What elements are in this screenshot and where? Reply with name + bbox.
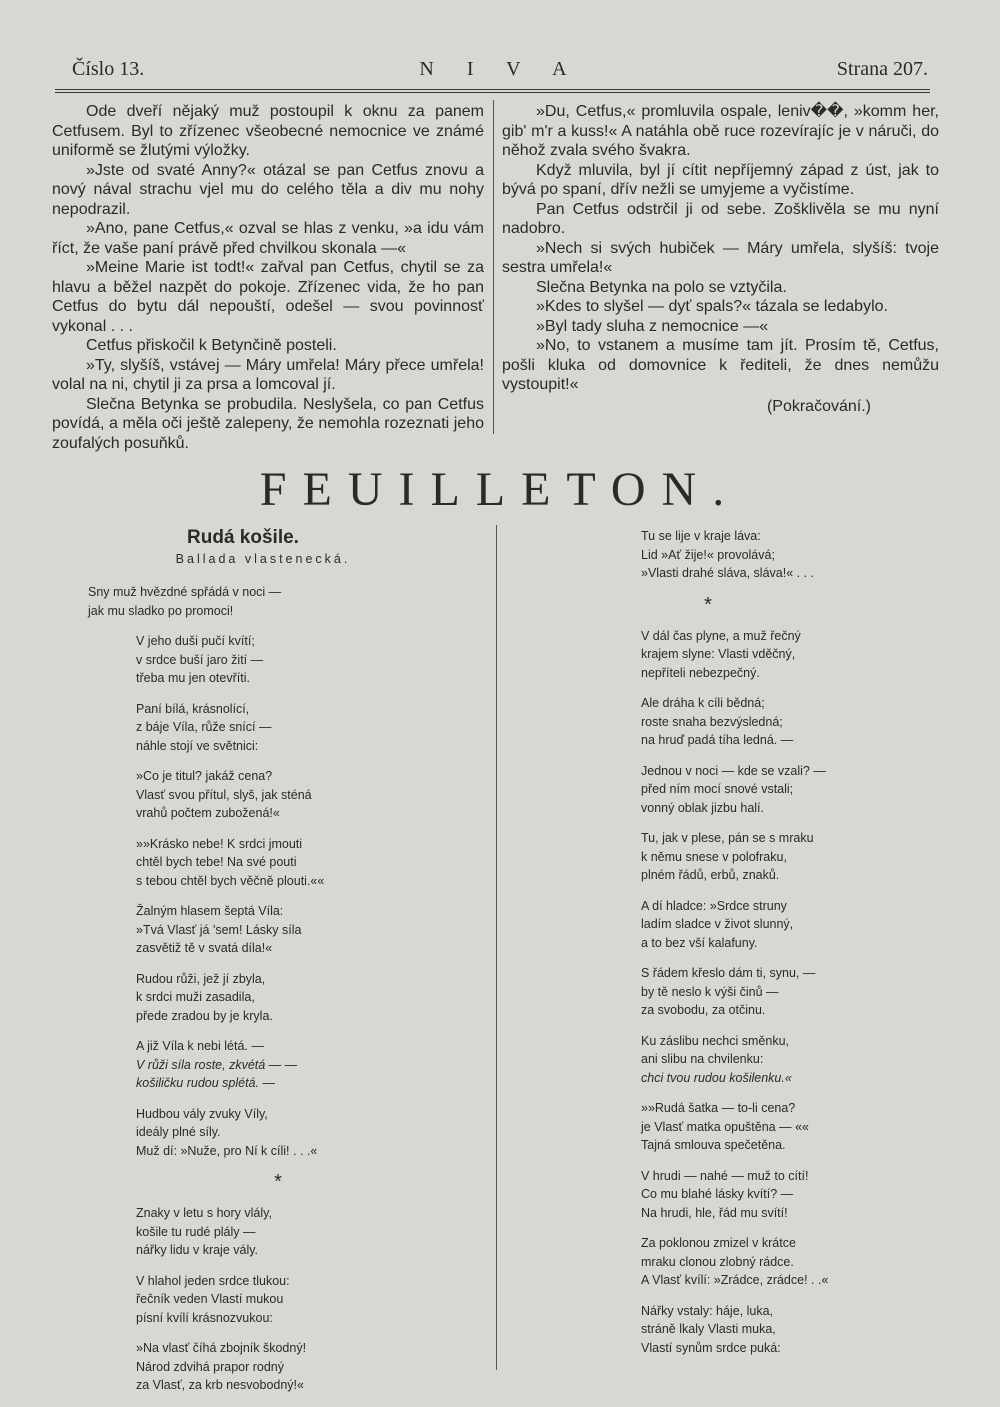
- poem-line: V hlahol jeden srdce tlukou:: [136, 1273, 290, 1288]
- poem-line: košile tu rudé plály —: [136, 1224, 256, 1239]
- poem-line: řečník veden Vlastí mukou: [136, 1292, 284, 1306]
- poem-line: S řádem křeslo dám ti, synu, —: [641, 966, 816, 980]
- poem-stanza: [593, 527, 953, 583]
- poem-stanza: [88, 1037, 488, 1093]
- issue-number: Číslo 13.: [72, 58, 145, 80]
- poem-line: vrahů počtem zubožená!«: [136, 806, 280, 820]
- poem-stanza: [593, 1302, 953, 1358]
- poem-title: Rudá košile.: [187, 527, 299, 548]
- poem-line: Za poklonou zmizel v krátce: [641, 1236, 796, 1250]
- poem-line: ani slibu na chvilenku:: [641, 1052, 764, 1066]
- poem-line: »Vlasti drahé sláva, sláva!« . . .: [641, 566, 815, 580]
- poem-column-left: [88, 527, 488, 1407]
- poem-line: V růži síla roste, zkvétá — —: [136, 1057, 298, 1072]
- poem-line: Žalným hlasem šeptá Víla:: [136, 904, 284, 918]
- story-paragraph: »Jste od svaté Anny?« otázal se pan Cetfus znovu a nový nával strachu vjel mu do celého těla a div mu nohy nepodrazil.: [52, 161, 484, 218]
- story-column-right: [502, 102, 939, 416]
- poem-line: Hudbou vály zvuky Víly,: [136, 1106, 268, 1121]
- page-number: Strana 207.: [836, 58, 928, 80]
- poem-stanza: [593, 1234, 953, 1290]
- poem-line: Lid »Ať žije!« provolává;: [641, 547, 775, 562]
- story-paragraph: »Nech si svých hubiček — Máry umřela, slyšíš: tvoje sestra umřela!«: [502, 239, 939, 276]
- poem-line: A již Víla k nebi létá. —: [136, 1039, 264, 1053]
- asterism-divider: *: [704, 593, 712, 616]
- poem-stanza: [593, 762, 953, 818]
- poem-line: V jeho duši pučí kvítí;: [136, 634, 255, 648]
- poem-line: s tebou chtěl bych věčně plouti.««: [136, 873, 325, 888]
- poem-line: Tu se lije v kraje láva:: [641, 529, 761, 543]
- poem-line: Paní bílá, krásnolící,: [136, 701, 250, 716]
- poem-line: písní kvílí krásnozvukou:: [136, 1310, 273, 1325]
- poem-line: roste snaha bezvýsledná;: [641, 714, 783, 729]
- poem-line: ideály plné síly.: [136, 1125, 221, 1139]
- poem-stanza: [593, 1167, 953, 1223]
- poem-line: chci tvou rudou košilenku.«: [641, 1070, 792, 1085]
- poem-line: Vlastí synům srdce puká:: [641, 1340, 781, 1355]
- poem-line: Tajná smlouva spečetěna.: [641, 1138, 786, 1152]
- poem-line: »»Rudá šatka — to-li cena?: [641, 1101, 796, 1115]
- poem-line: za svobodu, za otčinu.: [641, 1003, 766, 1017]
- header-rule: [55, 92, 930, 93]
- poem-line: Tu, jak v plese, pán se s mraku: [641, 831, 814, 845]
- story-paragraph: »Du, Cetfus,« promluvila ospale, leniv��, »komm her, gib' m'r a kuss!« A natáhla obě ruce rozevírajíc je v náruči, do něhož zvala svého švakra.: [502, 103, 939, 159]
- poem-line: plném řádů, erbů, znaků.: [641, 868, 780, 882]
- story-paragraph: »Ty, slyšíš, vstávej — Máry umřela! Máry přece umřela! volal na ni, chytil ji za prsa a lomcoval jí.: [52, 356, 484, 393]
- poem-line: »Tvá Vlasť já 'sem! Lásky síla: [136, 922, 302, 937]
- story-paragraph: Pan Cetfus odstrčil ji od sebe. Zošklivěla se mu nyní nadobro.: [502, 200, 939, 237]
- poem-stanza: [88, 1339, 488, 1395]
- poem-column-right: [593, 527, 953, 1369]
- poem-stanza: [593, 1032, 953, 1088]
- header-rule: [55, 89, 930, 90]
- poem-line: »Co je titul? jakáž cena?: [136, 769, 273, 783]
- poem-line: Vlasť svou přítul, slyš, jak sténá: [136, 787, 312, 802]
- story-paragraph: »Ano, pane Cetfus,« ozval se hlas z venku, »a idu vám říct, že vaše paní právě před chvilkou skonala —«: [52, 220, 484, 257]
- poem-line: Jednou v noci — kde se vzali? —: [641, 763, 826, 778]
- poem-stanza: [593, 694, 953, 750]
- poem-line: Sny muž hvězdné spřádá v noci —: [88, 585, 282, 599]
- poem-line: ladím sladce v život slunný,: [641, 917, 794, 931]
- poem-stanza: [88, 700, 488, 756]
- poem-line: Ale dráha k cíli bědná;: [641, 696, 765, 710]
- poem-line: na hruď padá tíha ledná. —: [641, 733, 794, 747]
- section-heading: FEUILLETON.: [259, 463, 741, 516]
- poem-line: chtěl bych tebe! Na své pouti: [136, 855, 297, 869]
- poem-line: k němu snese v polofraku,: [641, 849, 787, 864]
- story-paragraph: Cetfus přiskočil k Betynčině posteli.: [86, 337, 337, 354]
- poem-stanza: [88, 1204, 488, 1260]
- story-paragraph: Slečna Betynka na polo se vztyčila.: [536, 278, 787, 296]
- poem-line: v srdce buší jaro žití —: [136, 652, 264, 667]
- story-paragraph: Ode dveří nějaký muž postoupil k oknu za panem Cetfusem. Byl to zřízenec všeobecné nemocnice ve známé uniformě se žlutými výložky.: [52, 103, 484, 159]
- story-paragraph: Slečna Betynka se probudila. Neslyšela, co pan Cetfus povídá, a měla oči ještě zalepeny, že nemohla rozeznati jeho zoufalých posuňků.: [52, 395, 484, 452]
- poem-line: je Vlasť matka opuštěna — ««: [641, 1119, 809, 1134]
- poem-line: Rudou růži, jež jí zbyla,: [136, 971, 266, 986]
- poem-line: jak mu sladko po promoci!: [88, 603, 234, 618]
- page-header: [72, 58, 928, 86]
- poem-line: A dí hladce: »Srdce struny: [641, 898, 787, 913]
- story-paragraph: »Meine Marie ist todt!« zařval pan Cetfus, chytil se za hlavu a běžel nazpět do pokoje. Zřízenec vida, že ho pan Cetfus do bytu dál nepouští, odešel — svou povinnosť vykonal . . .: [52, 259, 484, 335]
- poem-stanza: [88, 1272, 488, 1328]
- poem-line: stráně lkaly Vlasti muka,: [641, 1322, 776, 1336]
- poem-line: a to bez vší kalafuny.: [641, 935, 758, 950]
- poem-line: před ním mocí snové vstali;: [641, 782, 794, 796]
- poem-stanza: [88, 1105, 488, 1161]
- poem-stanza: [88, 767, 488, 823]
- poem-line: Co mu blahé lásky kvítí? —: [641, 1187, 794, 1201]
- poem-line: A Vlasť kvílí: »Zrádce, zrádce! . .«: [641, 1273, 829, 1287]
- asterism-divider: *: [274, 1171, 282, 1193]
- poem-line: Muž dí: »Nuže, pro Ní k cíli! . . .«: [136, 1143, 318, 1158]
- poem-line: košiličku rudou splétá. —: [136, 1076, 275, 1090]
- poem-stanza: [593, 1099, 953, 1155]
- poem-stanza: [593, 627, 953, 683]
- poem-line: k srdci muži zasadila,: [136, 990, 255, 1004]
- column-divider: [496, 525, 497, 1370]
- poem-line: zasvětiž tě v svatá díla!«: [136, 941, 273, 955]
- story-paragraph: »Byl tady sluha z nemocnice —«: [536, 317, 769, 335]
- publication-title: N I V A: [419, 58, 581, 80]
- poem-line: »Na vlasť číhá zbojník škodný!: [136, 1341, 307, 1355]
- poem-stanza: [593, 964, 953, 1020]
- poem-line: za Vlasť, za krb nesvobodný!«: [136, 1378, 304, 1392]
- poem-stanza: [88, 902, 488, 958]
- poem-line: nepříteli nebezpečný.: [641, 665, 760, 680]
- poem-stanza: [593, 829, 953, 885]
- story-column-left: [52, 102, 484, 453]
- poem-line: přede zradou by je kryla.: [136, 1008, 273, 1023]
- poem-stanza: [88, 632, 488, 688]
- poem-line: třeba mu jen otevříti.: [136, 671, 250, 685]
- poem-stanza: [593, 897, 953, 953]
- poem-stanza: [88, 970, 488, 1026]
- poem-line: V hrudi — nahé — muž to cítí!: [641, 1168, 809, 1183]
- poem-stanza: [88, 835, 488, 891]
- poem-line: by tě neslo k výši činů —: [641, 984, 779, 999]
- poem-line: nářky lidu v kraje vály.: [136, 1243, 259, 1257]
- poem-line: krajem slyne: Vlasti vděčný,: [641, 647, 796, 661]
- poem-line: V dál čas plyne, a muž řečný: [641, 628, 801, 643]
- poem-line: »»Krásko nebe! K srdci jmouti: [136, 836, 303, 851]
- poem-subtitle: Ballada vlastenecká.: [175, 552, 351, 566]
- poem-line: Ku záslibu nechci směnku,: [641, 1033, 789, 1048]
- column-divider: [493, 100, 494, 434]
- poem-line: Znaky v letu s hory vlály,: [136, 1206, 272, 1220]
- poem-line: Národ zdvihá prapor rodný: [136, 1359, 284, 1374]
- poem-line: Na hrudi, hle, řád mu svítí!: [641, 1205, 788, 1220]
- continuation-note: (Pokračování.): [766, 397, 871, 415]
- story-paragraph: »Kdes to slyšel — dyť spals?« tázala se ledabylo.: [536, 298, 888, 315]
- poem-line: náhle stojí ve světnici:: [136, 738, 259, 753]
- poem-line: vonný oblak jizbu halí.: [641, 800, 764, 815]
- poem-line: z báje Víla, růže snící —: [136, 720, 272, 734]
- poem-line: mraku clonou zlobný rádce.: [641, 1254, 794, 1269]
- story-paragraph: »No, to vstanem a musíme tam jít. Prosím tě, Cetfus, pošli kluka od domovnice k řediteli, že dnes nemůžu vystoupit!«: [502, 337, 939, 393]
- poem-line: Nářky vstaly: háje, luka,: [641, 1303, 773, 1318]
- story-paragraph: Když mluvila, byl jí cítit nepříjemný západ z úst, jak to bývá po spaní, dřív nežli se umyjeme a vyčistíme.: [502, 161, 939, 198]
- poem-stanza: [88, 583, 488, 620]
